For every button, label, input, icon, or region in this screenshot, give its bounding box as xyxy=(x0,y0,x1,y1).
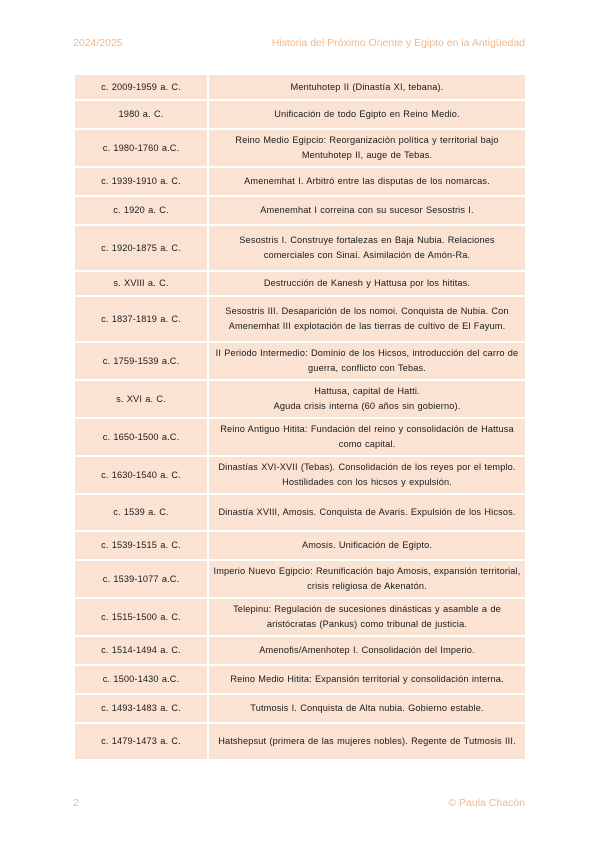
date-cell: c. 1479-1473 a. C. xyxy=(74,723,208,760)
table-row xyxy=(74,271,526,296)
date-cell: c. 1539-1077 a.C. xyxy=(74,560,208,598)
event-cell: Dinastía XVIII, Amosis. Conquista de Avaris. Expulsión de los Hicsos. xyxy=(208,494,526,531)
table-row xyxy=(74,129,526,167)
date-cell: c. 1920-1875 a. C. xyxy=(74,225,208,271)
event-cell: Amenemhat I. Arbitró entre las disputas de los nomarcas. xyxy=(208,167,526,196)
table-row xyxy=(74,723,526,760)
event-cell: Tutmosis I. Conquista de Alta nubia. Gobierno estable. xyxy=(208,694,526,723)
page-number: 2 xyxy=(73,797,79,809)
date-cell: c. 1650-1500 a.C. xyxy=(74,418,208,456)
timeline-body xyxy=(74,74,526,760)
date-cell: c. 1759-1539 a.C. xyxy=(74,342,208,380)
page-footer xyxy=(73,797,525,809)
event-cell: Destrucción de Kanesh y Hattusa por los hititas. xyxy=(208,271,526,296)
event-cell: II Periodo Intermedio: Dominio de los Hicsos, introducción del carro de guerra, conflicto con Tebas. xyxy=(208,342,526,380)
table-row xyxy=(74,225,526,271)
date-cell: c. 1515-1500 a. C. xyxy=(74,598,208,636)
date-cell: c. 1630-1540 a. C. xyxy=(74,456,208,494)
table-row xyxy=(74,636,526,665)
table-row xyxy=(74,100,526,129)
header-year: 2024/2025 xyxy=(73,37,123,49)
table-row xyxy=(74,196,526,225)
event-cell: Reino Medio Egipcio: Reorganización política y territorial bajo Mentuhotep II, auge de Tebas. xyxy=(208,129,526,167)
event-cell: Sesostris III. Desaparición de los nomoi. Conquista de Nubia. Con Amenemhat III explotación de las tierras de cultivo de El Fayum. xyxy=(208,296,526,342)
date-cell: c. 1514-1494 a. C. xyxy=(74,636,208,665)
table-row xyxy=(74,694,526,723)
event-cell: Amosis. Unificación de Egipto. xyxy=(208,531,526,560)
table-row xyxy=(74,418,526,456)
event-cell: Dinastías XVI-XVII (Tebas). Consolidación de los reyes por el templo. Hostilidades con los hicsos y expulsión. xyxy=(208,456,526,494)
page-header xyxy=(73,37,525,49)
footer-author: © Paula Chacón xyxy=(448,797,525,809)
table-row xyxy=(74,665,526,694)
table-row xyxy=(74,531,526,560)
date-cell: c. 1539-1515 a. C. xyxy=(74,531,208,560)
table-row xyxy=(74,74,526,100)
date-cell: c. 1539 a. C. xyxy=(74,494,208,531)
table-row xyxy=(74,494,526,531)
event-cell: Telepinu: Regulación de sucesiones dinásticas y asamble a de aristócratas (Pankus) como tribunal de justicia. xyxy=(208,598,526,636)
table-row xyxy=(74,296,526,342)
table-row xyxy=(74,456,526,494)
date-cell: s. XVI a. C. xyxy=(74,380,208,418)
event-cell: Hatshepsut (primera de las mujeres nobles). Regente de Tutmosis III. xyxy=(208,723,526,760)
event-cell: Amenofis/Amenhotep I. Consolidación del Imperio. xyxy=(208,636,526,665)
event-cell: Hattusa, capital de Hatti. Aguda crisis interna (60 años sin gobierno). xyxy=(208,380,526,418)
timeline-table xyxy=(73,73,527,761)
table-row xyxy=(74,342,526,380)
event-cell: Imperio Nuevo Egipcio: Reunificación bajo Amosis, expansión territorial, crisis religiosa de Akenatón. xyxy=(208,560,526,598)
table-row xyxy=(74,380,526,418)
event-cell: Unificación de todo Egipto en Reino Medio. xyxy=(208,100,526,129)
event-cell: Reino Medio Hitita: Expansión territorial y consolidación interna. xyxy=(208,665,526,694)
event-cell: Amenemhat I correina con su sucesor Sesostris I. xyxy=(208,196,526,225)
date-cell: c. 2009-1959 a. C. xyxy=(74,74,208,100)
event-cell: Sesostris I. Construye fortalezas en Baja Nubia. Relaciones comerciales con Sinaí. Asimilación de Amón-Ra. xyxy=(208,225,526,271)
header-title: Historia del Próximo Oriente y Egipto en la Antigüedad xyxy=(271,37,525,49)
date-cell: c. 1837-1819 a. C. xyxy=(74,296,208,342)
date-cell: c. 1493-1483 a. C. xyxy=(74,694,208,723)
date-cell: c. 1939-1910 a. C. xyxy=(74,167,208,196)
date-cell: c. 1920 a. C. xyxy=(74,196,208,225)
event-cell: Reino Antiguo Hitita: Fundación del reino y consolidación de Hattusa como capital. xyxy=(208,418,526,456)
date-cell: 1980 a. C. xyxy=(74,100,208,129)
table-row xyxy=(74,560,526,598)
date-cell: c. 1500-1430 a.C. xyxy=(74,665,208,694)
date-cell: s. XVIII a. C. xyxy=(74,271,208,296)
date-cell: c. 1980-1760 a.C. xyxy=(74,129,208,167)
table-row xyxy=(74,598,526,636)
table-row xyxy=(74,167,526,196)
event-cell: Mentuhotep II (Dinastía XI, tebana). xyxy=(208,74,526,100)
